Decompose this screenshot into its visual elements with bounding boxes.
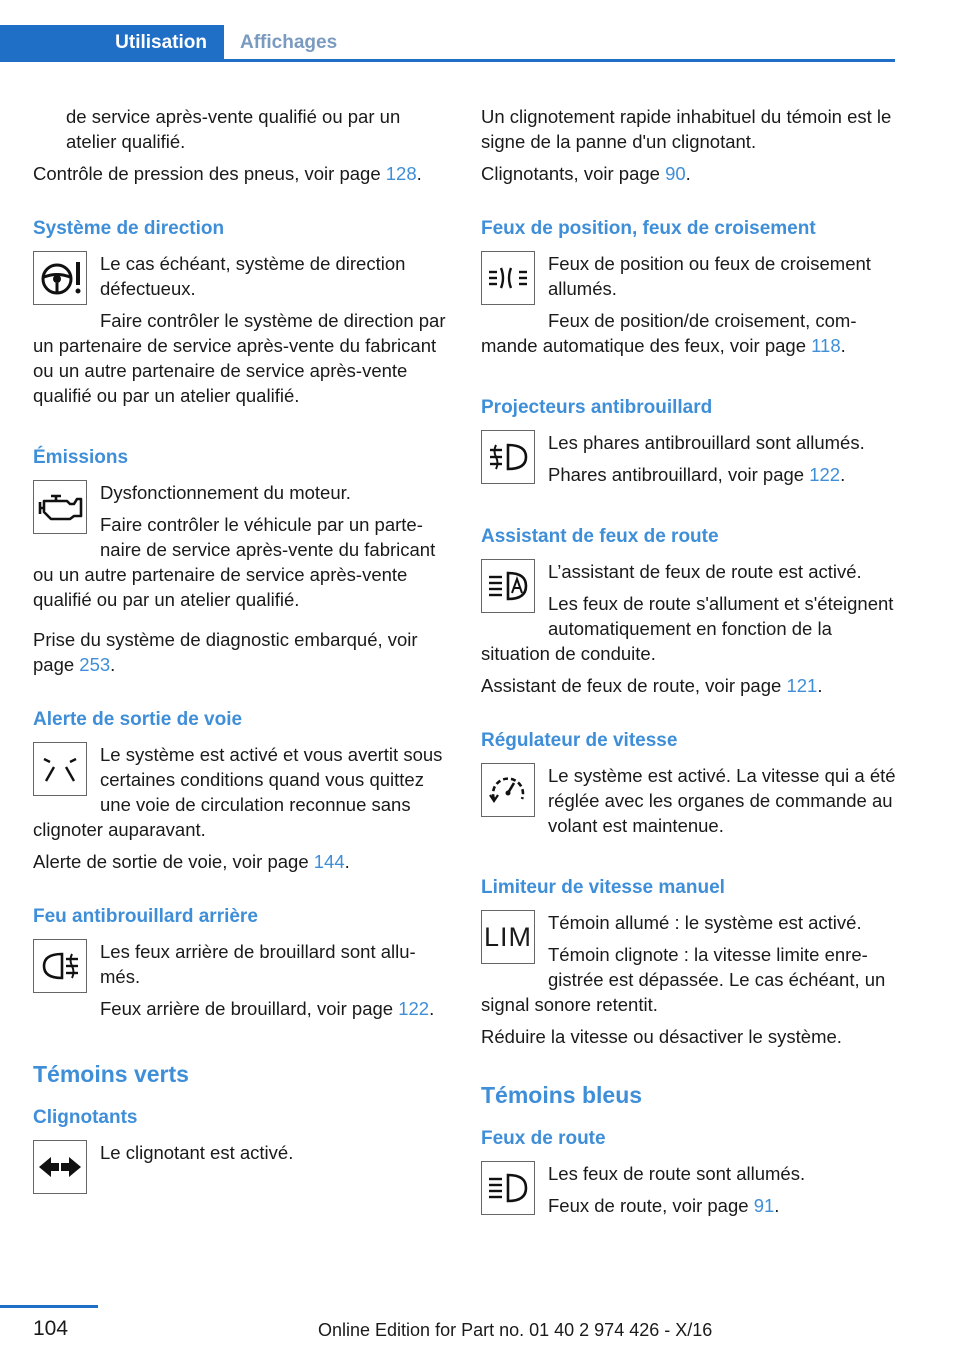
highbeam-text-1: Les feux de route sont allumés. bbox=[548, 1163, 806, 1184]
steering-text-1: Le cas échéant, système de direction défectueux. bbox=[100, 253, 406, 299]
lowbeam-text-1: Feux de position ou feux de croisement allumés. bbox=[548, 253, 871, 299]
lane-page-link[interactable]: 144 bbox=[313, 851, 345, 872]
steering-text-2: Faire contrôler le système de direction par un partenaire de service après-vente du fabricant ou un autre partenaire de service après-vente qualifié ou par un atelier qualifié. bbox=[33, 310, 446, 406]
heading-turn: Clignotants bbox=[33, 1107, 138, 1128]
left-column bbox=[33, 104, 448, 1200]
entry-hba bbox=[481, 559, 896, 673]
limiter-text-2: Témoin clignote : la vitesse limite enregistrée est dépassée. Le cas échéant, un signal sonore retentit. bbox=[481, 944, 886, 1015]
edition-footer: Online Edition for Part no. 01 40 2 974 426 - X/16 bbox=[318, 1320, 713, 1340]
entry-steering bbox=[33, 251, 448, 415]
limiter-icon-text: LIM bbox=[483, 921, 532, 952]
highbeam-page-link[interactable]: 91 bbox=[753, 1195, 775, 1216]
lane-text-1: Le système est activé et vous avertit sous certaines conditions quand vous quittez une voie de circulation reconnue sans clignoter auparavant. bbox=[33, 744, 443, 840]
intro-continuation: de service après-vente qualifié ou par un atelier qualifié. bbox=[66, 106, 401, 152]
heading-lowbeam: Feux de position, feux de croisement bbox=[481, 218, 816, 239]
page-number-rule bbox=[0, 1305, 98, 1308]
engine-check-icon bbox=[33, 480, 87, 534]
hba-reference: Assistant de feux de route, voir page 121. bbox=[481, 675, 823, 696]
hba-text-2: Les feux de route s'allument et s'éteignent automatiquement en fonction de la situation de conduite. bbox=[481, 593, 894, 664]
entry-lowbeam bbox=[481, 251, 896, 365]
heading-cruise: Régulateur de vitesse bbox=[481, 730, 678, 751]
turn-text-1: Le clignotant est activé. bbox=[100, 1142, 294, 1163]
entry-emissions bbox=[33, 480, 448, 619]
heading-green-lights: Témoins verts bbox=[33, 1061, 189, 1087]
speed-limiter-icon bbox=[481, 910, 535, 964]
rear-fog-icon bbox=[33, 939, 87, 993]
tab-utilisation[interactable]: Utilisation bbox=[0, 25, 224, 61]
heading-steering: Système de direction bbox=[33, 218, 225, 239]
turn-fast-blink-text: Un clignotement rapide inhabituel du témoin est le signe de la panne d'un clignotant. bbox=[481, 106, 892, 152]
entry-rearfog bbox=[33, 939, 448, 1028]
tire-reference: Contrôle de pression des pneus, voir page 128. bbox=[33, 163, 422, 184]
foglamps-reference: Phares antibrouillard, voir page 122. bbox=[548, 464, 846, 485]
turn-page-link[interactable]: 90 bbox=[665, 163, 686, 184]
tab-affichages[interactable]: Affichages bbox=[240, 32, 338, 53]
heading-blue-lights: Témoins bleus bbox=[481, 1082, 643, 1108]
cruise-text-1: Le système est activé. La vitesse qui a été réglée avec les organes de commande au volant est maintenue. bbox=[548, 765, 896, 836]
page-number: 104 bbox=[33, 1317, 69, 1340]
heading-emissions: Émissions bbox=[33, 447, 129, 468]
steering-warning-icon bbox=[33, 251, 87, 305]
right-column bbox=[481, 104, 896, 1225]
front-fog-icon bbox=[481, 430, 535, 484]
tire-page-link[interactable]: 128 bbox=[385, 163, 417, 184]
limiter-text-3: Réduire la vitesse ou désactiver le système. bbox=[481, 1026, 842, 1047]
lowbeam-reference: Feux de position/de croisement, commande automatique des feux, voir page 118. bbox=[481, 310, 857, 356]
emissions-text-1: Dysfonctionnement du moteur. bbox=[100, 482, 351, 503]
high-beam-icon bbox=[481, 1161, 535, 1215]
parking-light-icon bbox=[481, 251, 535, 305]
turn-reference: Clignotants, voir page 90. bbox=[481, 163, 691, 184]
foglamps-page-link[interactable]: 122 bbox=[809, 464, 841, 485]
heading-highbeam: Feux de route bbox=[481, 1128, 606, 1149]
heading-limiter: Limiteur de vitesse manuel bbox=[481, 877, 725, 898]
foglamps-text-1: Les phares antibrouillard sont allumés. bbox=[548, 432, 865, 453]
lane-reference: Alerte de sortie de voie, voir page 144. bbox=[33, 851, 350, 872]
highbeam-reference: Feux de route, voir page 91. bbox=[548, 1195, 780, 1216]
high-beam-assist-icon bbox=[481, 559, 535, 613]
hba-page-link[interactable]: 121 bbox=[786, 675, 818, 696]
header-tabs bbox=[0, 25, 895, 61]
rearfog-page-link[interactable]: 122 bbox=[398, 998, 430, 1019]
heading-lane: Alerte de sortie de voie bbox=[33, 709, 243, 730]
lowbeam-page-link[interactable]: 118 bbox=[811, 335, 841, 356]
heading-foglamps: Projecteurs antibrouillard bbox=[481, 397, 713, 418]
emissions-text-2: Faire contrôler le véhicule par un partenaire de service après-vente du fabricant ou un autre partenaire de service après-vente qualifié ou par un atelier qualifié. bbox=[33, 514, 436, 610]
rearfog-text-1: Les feux arrière de brouillard sont allumés. bbox=[100, 941, 416, 987]
header-rule bbox=[0, 59, 895, 62]
cruise-control-icon bbox=[481, 763, 535, 817]
entry-limiter bbox=[481, 910, 896, 1024]
limiter-text-1: Témoin allumé : le système est activé. bbox=[548, 912, 862, 933]
lane-departure-icon bbox=[33, 742, 87, 796]
turn-signal-icon bbox=[33, 1140, 87, 1194]
rearfog-reference: Feux arrière de brouillard, voir page 122. bbox=[100, 998, 435, 1019]
entry-highbeam bbox=[481, 1161, 896, 1225]
hba-text-1: L’assistant de feux de route est activé. bbox=[548, 561, 862, 582]
heading-rearfog: Feu antibrouillard arrière bbox=[33, 906, 258, 927]
heading-hba: Assistant de feux de route bbox=[481, 526, 719, 547]
entry-cruise bbox=[481, 763, 896, 845]
entry-lane bbox=[33, 742, 448, 849]
entry-turn bbox=[33, 1140, 448, 1200]
diagnostic-reference: Prise du système de diagnostic embarqué, voir page 253. bbox=[33, 629, 418, 675]
entry-foglamps bbox=[481, 430, 896, 494]
diagnostic-page-link[interactable]: 253 bbox=[79, 654, 111, 675]
